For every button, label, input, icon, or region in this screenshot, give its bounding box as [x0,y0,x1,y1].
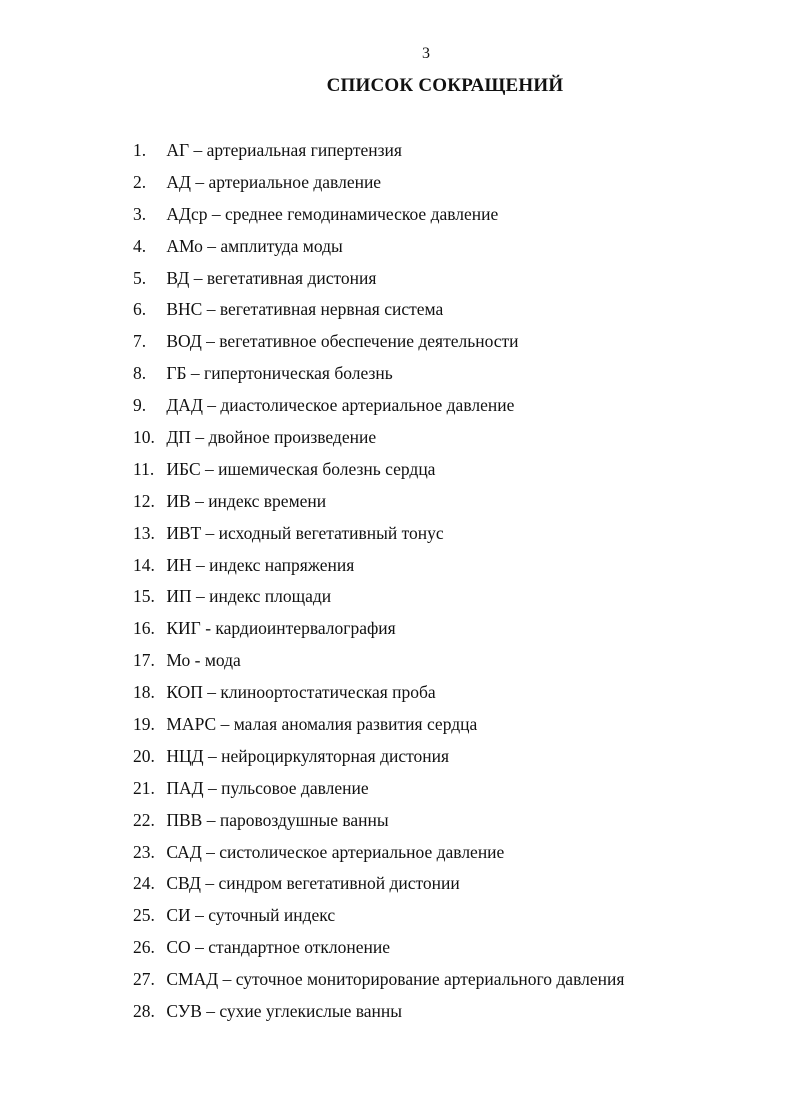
term-separator: – [205,458,214,479]
abbreviation-term: КОП [166,682,203,703]
list-item [133,744,624,776]
abbreviation-term: ИП [166,586,192,607]
abbreviation-definition: среднее гемодинамическое давление [224,203,499,224]
abbreviation-term: АГ [166,140,190,160]
item-number: 7. [133,331,147,352]
item-number: 14. [133,554,155,575]
term-separator: – [195,905,204,926]
list-item [133,871,624,903]
list-item [133,521,624,553]
term-separator: – [206,331,215,352]
abbreviation-term: ГБ [166,363,187,384]
abbreviation-term: АД [166,171,191,192]
abbreviation-term: СУВ [166,1001,202,1022]
abbreviation-term: ВД [166,267,190,288]
list-item [133,712,624,744]
abbreviation-definition: индекс площади [209,586,332,607]
abbreviation-definition: двойное произведение [208,427,377,448]
abbreviation-term: СМАД [166,969,219,990]
term-separator: – [207,777,217,798]
term-separator: – [207,682,217,703]
abbreviation-term: ВНС [166,299,203,320]
list-item [133,393,624,425]
term-separator: – [222,969,232,990]
abbreviation-term: ВОД [166,331,202,352]
list-item [133,616,624,648]
item-number: 12. [133,490,155,511]
abbreviation-definition: вегетативная нервная система [219,299,444,320]
item-number: 3. [133,203,147,224]
abbreviation-term: ПАД [166,777,204,798]
list-item [133,967,624,999]
item-number: 26. [133,937,155,958]
list-item [133,329,624,361]
abbreviation-definition: сухие углекислые ванны [219,1001,403,1022]
term-separator: – [206,1001,216,1022]
abbreviation-list [133,138,624,1031]
term-separator: – [206,299,216,320]
abbreviation-term: СВД [166,873,201,894]
page-title: СПИСОК СОКРАЩЕНИЙ [326,75,564,96]
abbreviation-term: САД [166,841,202,862]
abbreviation-definition: гипертоническая болезнь [204,363,393,384]
list-item [133,808,624,840]
item-number: 8. [133,363,147,384]
item-number: 9. [133,395,147,416]
item-number: 1. [133,140,147,160]
item-number: 19. [133,714,155,735]
list-item [133,234,624,266]
list-item [133,840,624,872]
abbreviation-definition: суточное мониторирование артериального давления [235,969,625,990]
term-separator: – [205,522,215,543]
term-separator: – [195,427,205,448]
list-item [133,553,624,585]
item-number: 15. [133,586,155,607]
list-item [133,999,624,1031]
term-separator: – [206,809,216,830]
list-item [133,489,624,521]
abbreviation-term: ДП [166,427,191,448]
item-number: 10. [133,427,155,448]
term-separator: – [220,714,230,735]
abbreviation-definition: артериальное давление [208,171,382,192]
abbreviation-definition: диастолическое артериальное давление [220,395,515,416]
abbreviation-term: ДАД [166,395,203,416]
abbreviation-definition: нейроциркуляторная дистония [221,745,450,766]
item-number: 22. [133,809,155,830]
list-item [133,457,624,489]
list-item [133,138,624,170]
item-number: 20. [133,745,155,766]
term-separator: – [207,395,217,416]
list-item [133,170,624,202]
list-item [133,935,624,967]
item-number: 4. [133,235,147,256]
abbreviation-definition: синдром вегетативной дистонии [218,873,460,894]
list-item [133,648,624,680]
item-number: 17. [133,650,155,671]
abbreviation-term: ИБС [166,458,201,479]
term-separator: – [195,490,204,511]
item-number: 2. [133,171,147,192]
abbreviation-definition: стандартное отклонение [208,937,391,958]
list-item [133,903,624,935]
abbreviation-definition: амплитуда моды [220,235,343,256]
page-number: 3 [422,45,430,62]
list-item [133,266,624,298]
abbreviation-term: АМо [166,235,203,256]
abbreviation-term: Мо [166,650,191,671]
term-separator: – [190,363,200,384]
term-separator: – [207,745,217,766]
abbreviation-term: ИН [166,554,192,575]
item-number: 16. [133,618,155,639]
abbreviation-definition: индекс времени [208,490,327,511]
abbreviation-term: МАРС [166,714,217,735]
abbreviation-definition: кардиоинтервалография [215,618,396,639]
term-separator: – [193,267,203,288]
item-number: 6. [133,299,147,320]
abbreviation-term: КИГ [166,618,201,639]
item-number: 27. [133,969,155,990]
abbreviation-definition: артериальная гипертензия [206,140,402,160]
term-separator: - [194,650,201,671]
item-number: 28. [133,1001,155,1022]
abbreviation-definition: ишемическая болезнь сердца [218,458,436,479]
list-item [133,297,624,329]
abbreviation-term: ИВ [166,490,191,511]
abbreviation-definition: систолическое артериальное давление [219,841,505,862]
term-separator: – [196,586,205,607]
abbreviation-definition: малая аномалия развития сердца [233,714,478,735]
list-item [133,202,624,234]
abbreviation-definition: паровоздушные ванны [219,809,389,830]
term-separator: – [211,203,221,224]
term-separator: – [205,873,215,894]
abbreviation-term: АДср [166,203,208,224]
abbreviation-definition: пульсовое давление [221,777,369,798]
list-item [133,361,624,393]
term-separator: – [193,140,203,160]
list-item [133,425,624,457]
abbreviation-definition: суточный индекс [208,905,336,926]
item-number: 5. [133,267,147,288]
item-number: 11. [133,458,155,479]
abbreviation-term: ИВТ [166,522,202,543]
item-number: 24. [133,873,155,894]
abbreviation-definition: мода [204,650,241,671]
item-number: 18. [133,682,155,703]
term-separator: – [196,554,205,575]
abbreviation-term: ПВВ [166,809,203,830]
term-separator: – [195,937,204,958]
term-separator: – [206,841,215,862]
item-number: 23. [133,841,155,862]
abbreviation-term: СО [166,937,191,958]
abbreviation-term: СИ [166,905,191,926]
list-item [133,680,624,712]
term-separator: – [207,235,217,256]
item-number: 21. [133,777,155,798]
abbreviation-definition: вегетативное обеспечение деятельности [219,331,519,352]
item-number: 13. [133,522,155,543]
abbreviation-term: НЦД [166,745,204,766]
abbreviation-definition: вегетативная дистония [206,267,377,288]
abbreviation-definition: исходный вегетативный тонус [218,522,444,543]
item-number: 25. [133,905,155,926]
list-item [133,776,624,808]
list-item [133,584,624,616]
term-separator: - [205,618,212,639]
abbreviation-definition: индекс напряжения [209,554,355,575]
abbreviation-definition: клиноортостатическая проба [220,682,436,703]
term-separator: – [195,171,205,192]
